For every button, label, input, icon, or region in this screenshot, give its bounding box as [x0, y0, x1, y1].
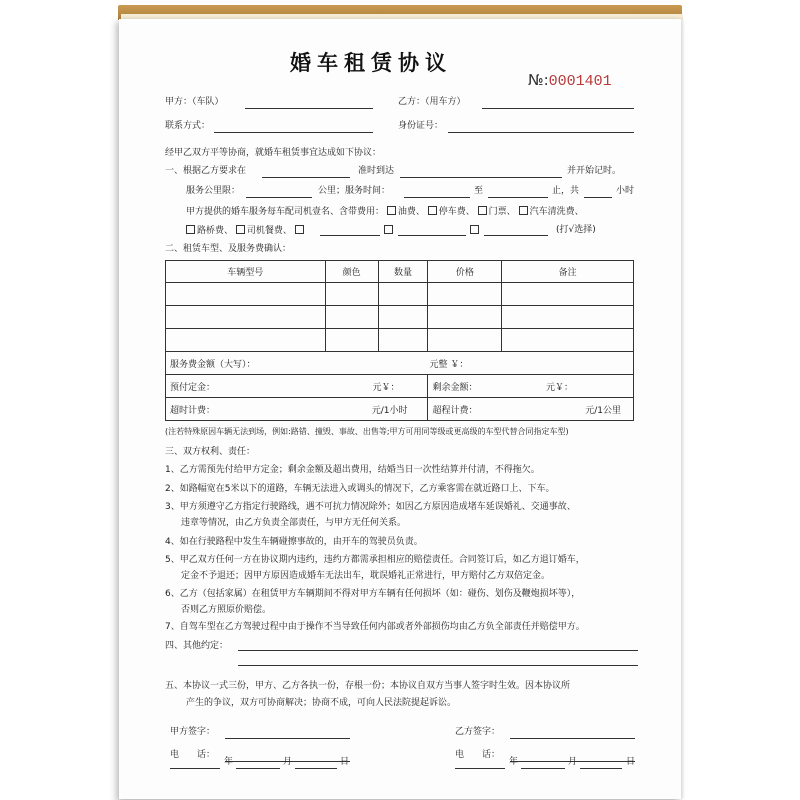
col-remarks: 备注 — [502, 261, 634, 283]
clause1-line2-b: 公里；服务时间： — [318, 186, 391, 196]
party-b-phone-label: 电 话： — [455, 750, 501, 760]
serial-prefix: №: — [528, 71, 549, 89]
fee-toll-label: 路桥费、 — [197, 226, 234, 236]
hours-field[interactable] — [584, 197, 612, 198]
meal-checkbox[interactable] — [236, 225, 245, 234]
balance-label: 剩余金额： — [432, 382, 478, 393]
party-a-phone-label: 电 话： — [170, 750, 216, 760]
other2-checkbox[interactable] — [384, 225, 393, 234]
other3-field[interactable] — [484, 235, 548, 236]
overmile-label: 超程计费： — [432, 405, 478, 416]
clause3-item-1: 1、乙方需预先付给甲方定金；剩余金额及超出费用，结婚当日一次性结算并付清，不得拖欠。 — [165, 465, 540, 475]
parking-checkbox[interactable] — [428, 206, 437, 215]
clause1-line1-c: 并开始记时。 — [567, 166, 622, 176]
clause1-line1-a: 一、根据乙方要求在 — [165, 166, 247, 176]
other3-checkbox[interactable] — [470, 225, 479, 234]
table-row[interactable] — [166, 329, 634, 352]
check-hint: (打√选择) — [556, 225, 596, 235]
deposit-label: 预付定金： — [170, 382, 216, 393]
party-b-month-label: 月 — [568, 757, 578, 767]
party-b-field[interactable] — [482, 108, 634, 109]
col-color: 颜色 — [325, 261, 378, 283]
deposit-row[interactable] — [166, 375, 634, 398]
other-terms-line-1[interactable] — [238, 650, 638, 651]
total-unit: 元整 ￥： — [429, 359, 469, 370]
party-a-field[interactable] — [245, 108, 373, 109]
party-b-month-field[interactable] — [521, 768, 565, 769]
clause3-item-3: 3、甲方须遵守乙方指定行驶路线，遇不可抗力情况除外；如因乙方原因造成堵车延误婚礼、交通事故、 — [165, 502, 576, 512]
col-price: 价格 — [428, 261, 502, 283]
deposit-unit: 元￥： — [372, 382, 400, 393]
other1-checkbox[interactable] — [295, 225, 304, 234]
party-a-year-label: 年 — [224, 757, 234, 767]
fee-wash-label: 汽车清洗费、 — [529, 207, 584, 217]
clause3-item-6: 6、乙方（包括家属）在租赁甲方车辆期间不得对甲方车辆有任何损坏（如：碰伤、划伤及鞭炮损坏等）， — [165, 589, 581, 599]
party-a-day-field[interactable] — [295, 768, 337, 769]
party-a-month-field[interactable] — [236, 768, 280, 769]
party-a-sign-label: 甲方签字： — [170, 727, 216, 737]
contact-label: 联系方式： — [165, 121, 211, 131]
table-row[interactable] — [166, 283, 634, 306]
clause3-item-2: 2、如路幅宽在5米以下的道路，车辆无法进入或调头的情况下，乙方乘客需在就近路口上、下车。 — [165, 484, 555, 494]
party-a-month-label: 月 — [283, 757, 293, 767]
col-quantity: 数量 — [378, 261, 428, 283]
clause1-line3 — [186, 206, 584, 218]
balance-unit: 元￥： — [545, 382, 573, 393]
other-terms-line-2[interactable] — [238, 665, 638, 666]
clause2-heading: 二、租赁车型、及服务费确认： — [165, 244, 292, 254]
arrival-time-field[interactable] — [400, 177, 562, 178]
km-limit-field[interactable] — [246, 197, 312, 198]
party-b-sign-field[interactable] — [510, 738, 635, 739]
clause1-line2-a: 服务公里限： — [186, 186, 241, 196]
overtime-row[interactable] — [166, 398, 634, 421]
fuel-checkbox[interactable] — [387, 206, 396, 215]
table-row[interactable] — [166, 306, 634, 329]
party-b-year-label: 年 — [509, 757, 519, 767]
party-b-day-label: 日 — [626, 757, 636, 767]
party-b-sign-label: 乙方签字： — [455, 727, 501, 737]
clause3-heading: 三、双方权利、责任： — [165, 447, 256, 457]
time-to-field[interactable] — [488, 197, 548, 198]
clause4-heading: 四、其他约定： — [165, 641, 229, 651]
other1-field[interactable] — [320, 235, 380, 236]
contact-field[interactable] — [214, 132, 373, 133]
id-number-field[interactable] — [448, 132, 634, 133]
total-row[interactable] — [166, 352, 634, 375]
form-title: 婚车租赁协议 — [290, 50, 452, 75]
clause3-item-4: 4、如在行驶路程中发生车辆碰擦事故的，由开车的驾驶员负责。 — [165, 537, 423, 547]
clause3-item-6-cont: 否则乙方照原价赔偿。 — [181, 605, 272, 615]
substitution-note: (注若特殊原因车辆无法到场，例如:路错、撞毁、事故、出售等;甲方可用同等级或更高级的车型代替合同指定车型) — [165, 427, 569, 436]
toll-checkbox[interactable] — [186, 225, 195, 234]
party-b-day-field[interactable] — [580, 768, 622, 769]
col-model: 车辆型号 — [166, 261, 326, 283]
clause5-line1: 五、本协议一式三份，甲方、乙方各执一份，存根一份；本协议自双方当事人签字时生效。因本协议所 — [165, 681, 571, 691]
clause1-fees-label: 甲方提供的婚车服务每车配司机壹名、含带费用： — [186, 207, 385, 217]
clause1-line2-d: 止，共 — [552, 186, 580, 196]
party-a-day-label: 日 — [340, 757, 350, 767]
fee-meal-label: 司机餐费、 — [246, 226, 292, 236]
clause1-line2-c: 至 — [474, 186, 484, 196]
party-b-label: 乙方：（用车方） — [398, 97, 466, 107]
serial-number — [528, 71, 612, 90]
fee-fuel-label: 油费、 — [397, 207, 425, 217]
vehicle-table — [165, 260, 634, 421]
other2-row — [384, 225, 395, 237]
other3-row — [470, 225, 481, 237]
clause1-line4 — [186, 225, 306, 237]
table-header-row — [166, 261, 634, 283]
total-label: 服务费金额（大写）： — [170, 359, 256, 370]
clause3-item-3-cont: 违章等情况，由乙方负责全部责任，与甲方无任何关系。 — [181, 518, 407, 528]
clause3-item-5: 5、甲乙双方任何一方在协议期内违约，违约方都需承担相应的赔偿责任。合同签订后，如乙方退订婚车， — [165, 555, 585, 565]
wash-checkbox[interactable] — [519, 206, 528, 215]
overtime-unit: 元/1小时 — [371, 405, 408, 416]
party-a-label: 甲方：（车队） — [165, 97, 224, 107]
party-a-year-field[interactable] — [170, 768, 220, 769]
location-field[interactable] — [262, 177, 350, 178]
intro-text: 经甲乙双方平等协商，就婚车租赁事宜达成如下协议： — [165, 148, 382, 158]
party-b-year-field[interactable] — [455, 768, 505, 769]
fee-parking-label: 停车费、 — [438, 207, 475, 217]
party-a-sign-field[interactable] — [225, 738, 350, 739]
clause3-item-5-cont: 定金不予退还；因甲方原因造成婚车无法出车，耽误婚礼正常进行，甲方赔付乙方双倍定金。 — [181, 571, 551, 581]
ticket-checkbox[interactable] — [478, 206, 487, 215]
clause1-line2-e: 小时 — [616, 186, 635, 196]
clause1-line1-b: 准时到达 — [358, 166, 395, 176]
other2-field[interactable] — [398, 235, 466, 236]
clause5-line2: 产生的争议，双方可协商解决；协商不成，可向人民法院提起诉讼。 — [186, 698, 457, 708]
id-number-label: 身份证号： — [398, 121, 444, 131]
time-from-field[interactable] — [404, 197, 470, 198]
overtime-label: 超时计费： — [170, 405, 216, 416]
clause3-item-7: 7、自驾车型在乙方驾驶过程中由于操作不当导致任何内部或者外部损伤均由乙方负全部责任并赔偿甲方。 — [165, 622, 585, 632]
overmile-unit: 元/1公里 — [585, 405, 621, 416]
fee-ticket-label: 门票、 — [488, 207, 516, 217]
serial-digits: 0001401 — [548, 73, 612, 90]
